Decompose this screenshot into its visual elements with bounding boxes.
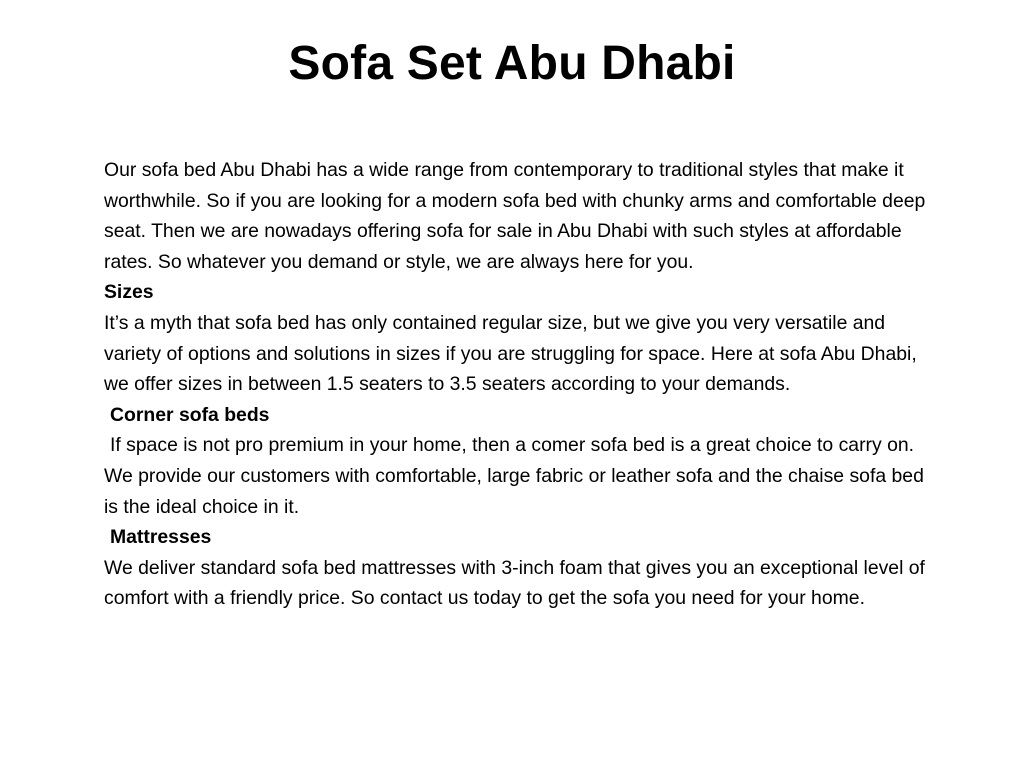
section-text-sizes: It’s a myth that sofa bed has only contained regular size, but we give you very versatile and variety of options and solutions in sizes if you are struggling for space. Here at sofa Abu Dhabi, we offer sizes in between 1.5 seaters to 3.5 seaters according to your demands.: [104, 311, 917, 396]
section-text-corner-sofa-beds: [104, 430, 934, 522]
section-heading-corner-sofa-beds: Corner sofa beds: [110, 403, 270, 426]
section-text-corner-sofa-beds-content: If space is not pro premium in your home, then a comer sofa bed is a great choice to carry on. We provide our customers with comfortable, large fabric or leather sofa and the chaise sofa bed is the ideal choice in it.: [104, 434, 924, 518]
intro-paragraph: Our sofa bed Abu Dhabi has a wide range from contemporary to traditional styles that make it worthwhile. So if you are looking for a modern sofa bed with chunky arms and comfortable deep seat. Then we are nowadays offering sofa for sale in Abu Dhabi with such styles at affordable rates. So whatever you demand or style, we are always here for you.: [104, 159, 926, 273]
section-text-mattresses: We deliver standard sofa bed mattresses with 3-inch foam that gives you an exceptional level of comfort with a friendly price. So contact us today to get the sofa you need for your home.: [104, 556, 925, 610]
section-heading-sizes: Sizes: [104, 281, 154, 304]
slide-body: [104, 155, 934, 614]
slide-title: Sofa Set Abu Dhabi: [288, 37, 736, 90]
section-heading-mattresses: Mattresses: [110, 526, 212, 549]
